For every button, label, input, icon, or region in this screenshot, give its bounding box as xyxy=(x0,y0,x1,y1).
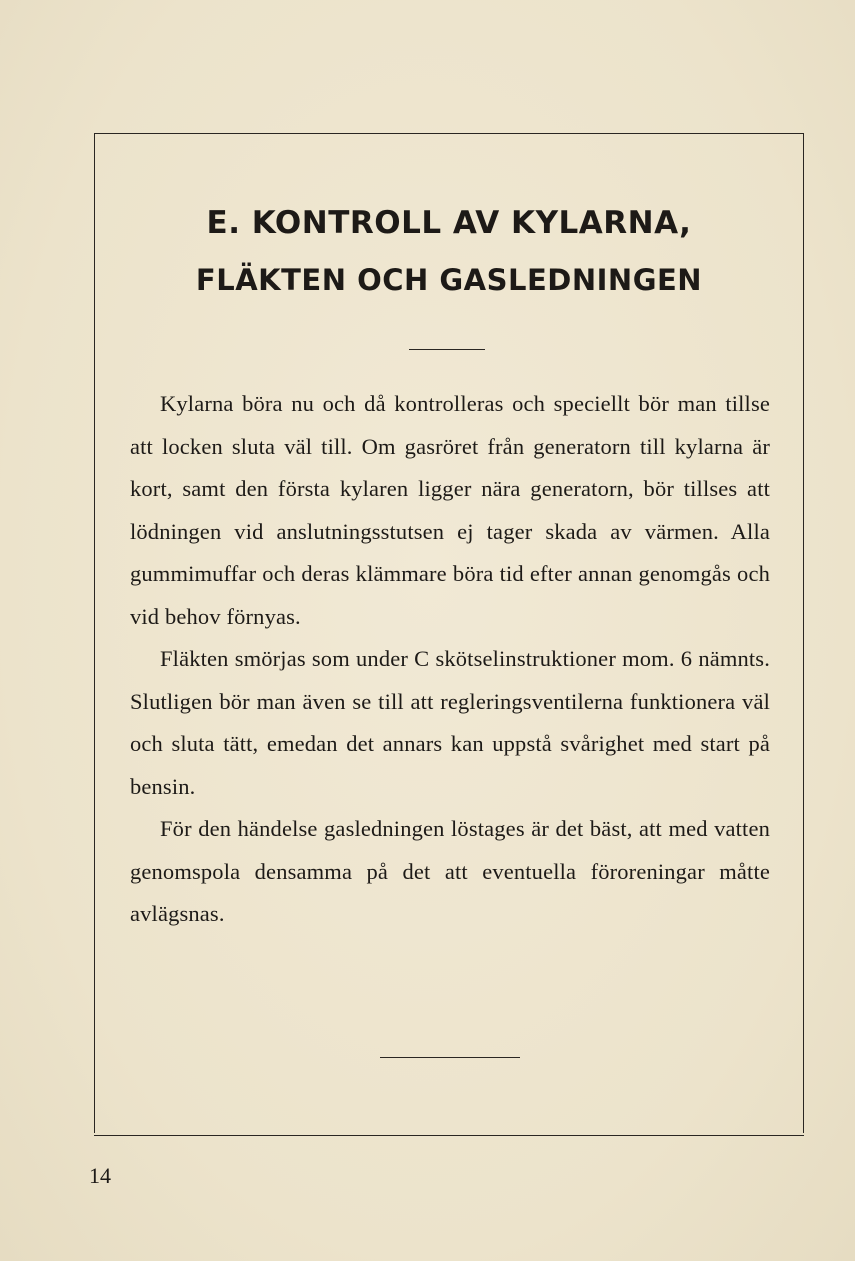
section-heading-line-1: E. KONTROLL AV KYLARNA, xyxy=(206,205,692,241)
paragraph: Kylarna böra nu och då kontrolleras och speciellt bör man tillse att locken sluta väl till. Om gasröret från generatorn till kylarna är kort, samt den första kylaren ligger nära generatorn, bör tillses att lödningen vid anslutningsstutsen ej tager skada av värmen. Alla gummimuffar och deras klämmare böra tid efter annan genomgås och vid behov förnyas. xyxy=(130,391,770,629)
section-heading-line-2: FLÄKTEN OCH GASLEDNINGEN xyxy=(195,263,703,297)
paragraph: Fläkten smörjas som under C skötselinstruktioner mom. 6 nämnts. Slutligen bör man även se till att regleringsventilerna funktionera väl och sluta tätt, emedan det annars kan uppstå svårighet med start på bensin. xyxy=(130,646,770,799)
page-number: 14 xyxy=(89,1163,111,1188)
frame-top-rule xyxy=(94,133,804,134)
body-text xyxy=(130,383,770,936)
paragraph: För den händelse gasledningen löstages är det bäst, att med vatten genomspola densamma på det att eventuella föroreningar måtte avlägsnas. xyxy=(130,816,770,926)
end-divider xyxy=(380,1057,520,1058)
frame-bottom-rule xyxy=(94,1135,804,1136)
heading-divider xyxy=(409,349,485,350)
